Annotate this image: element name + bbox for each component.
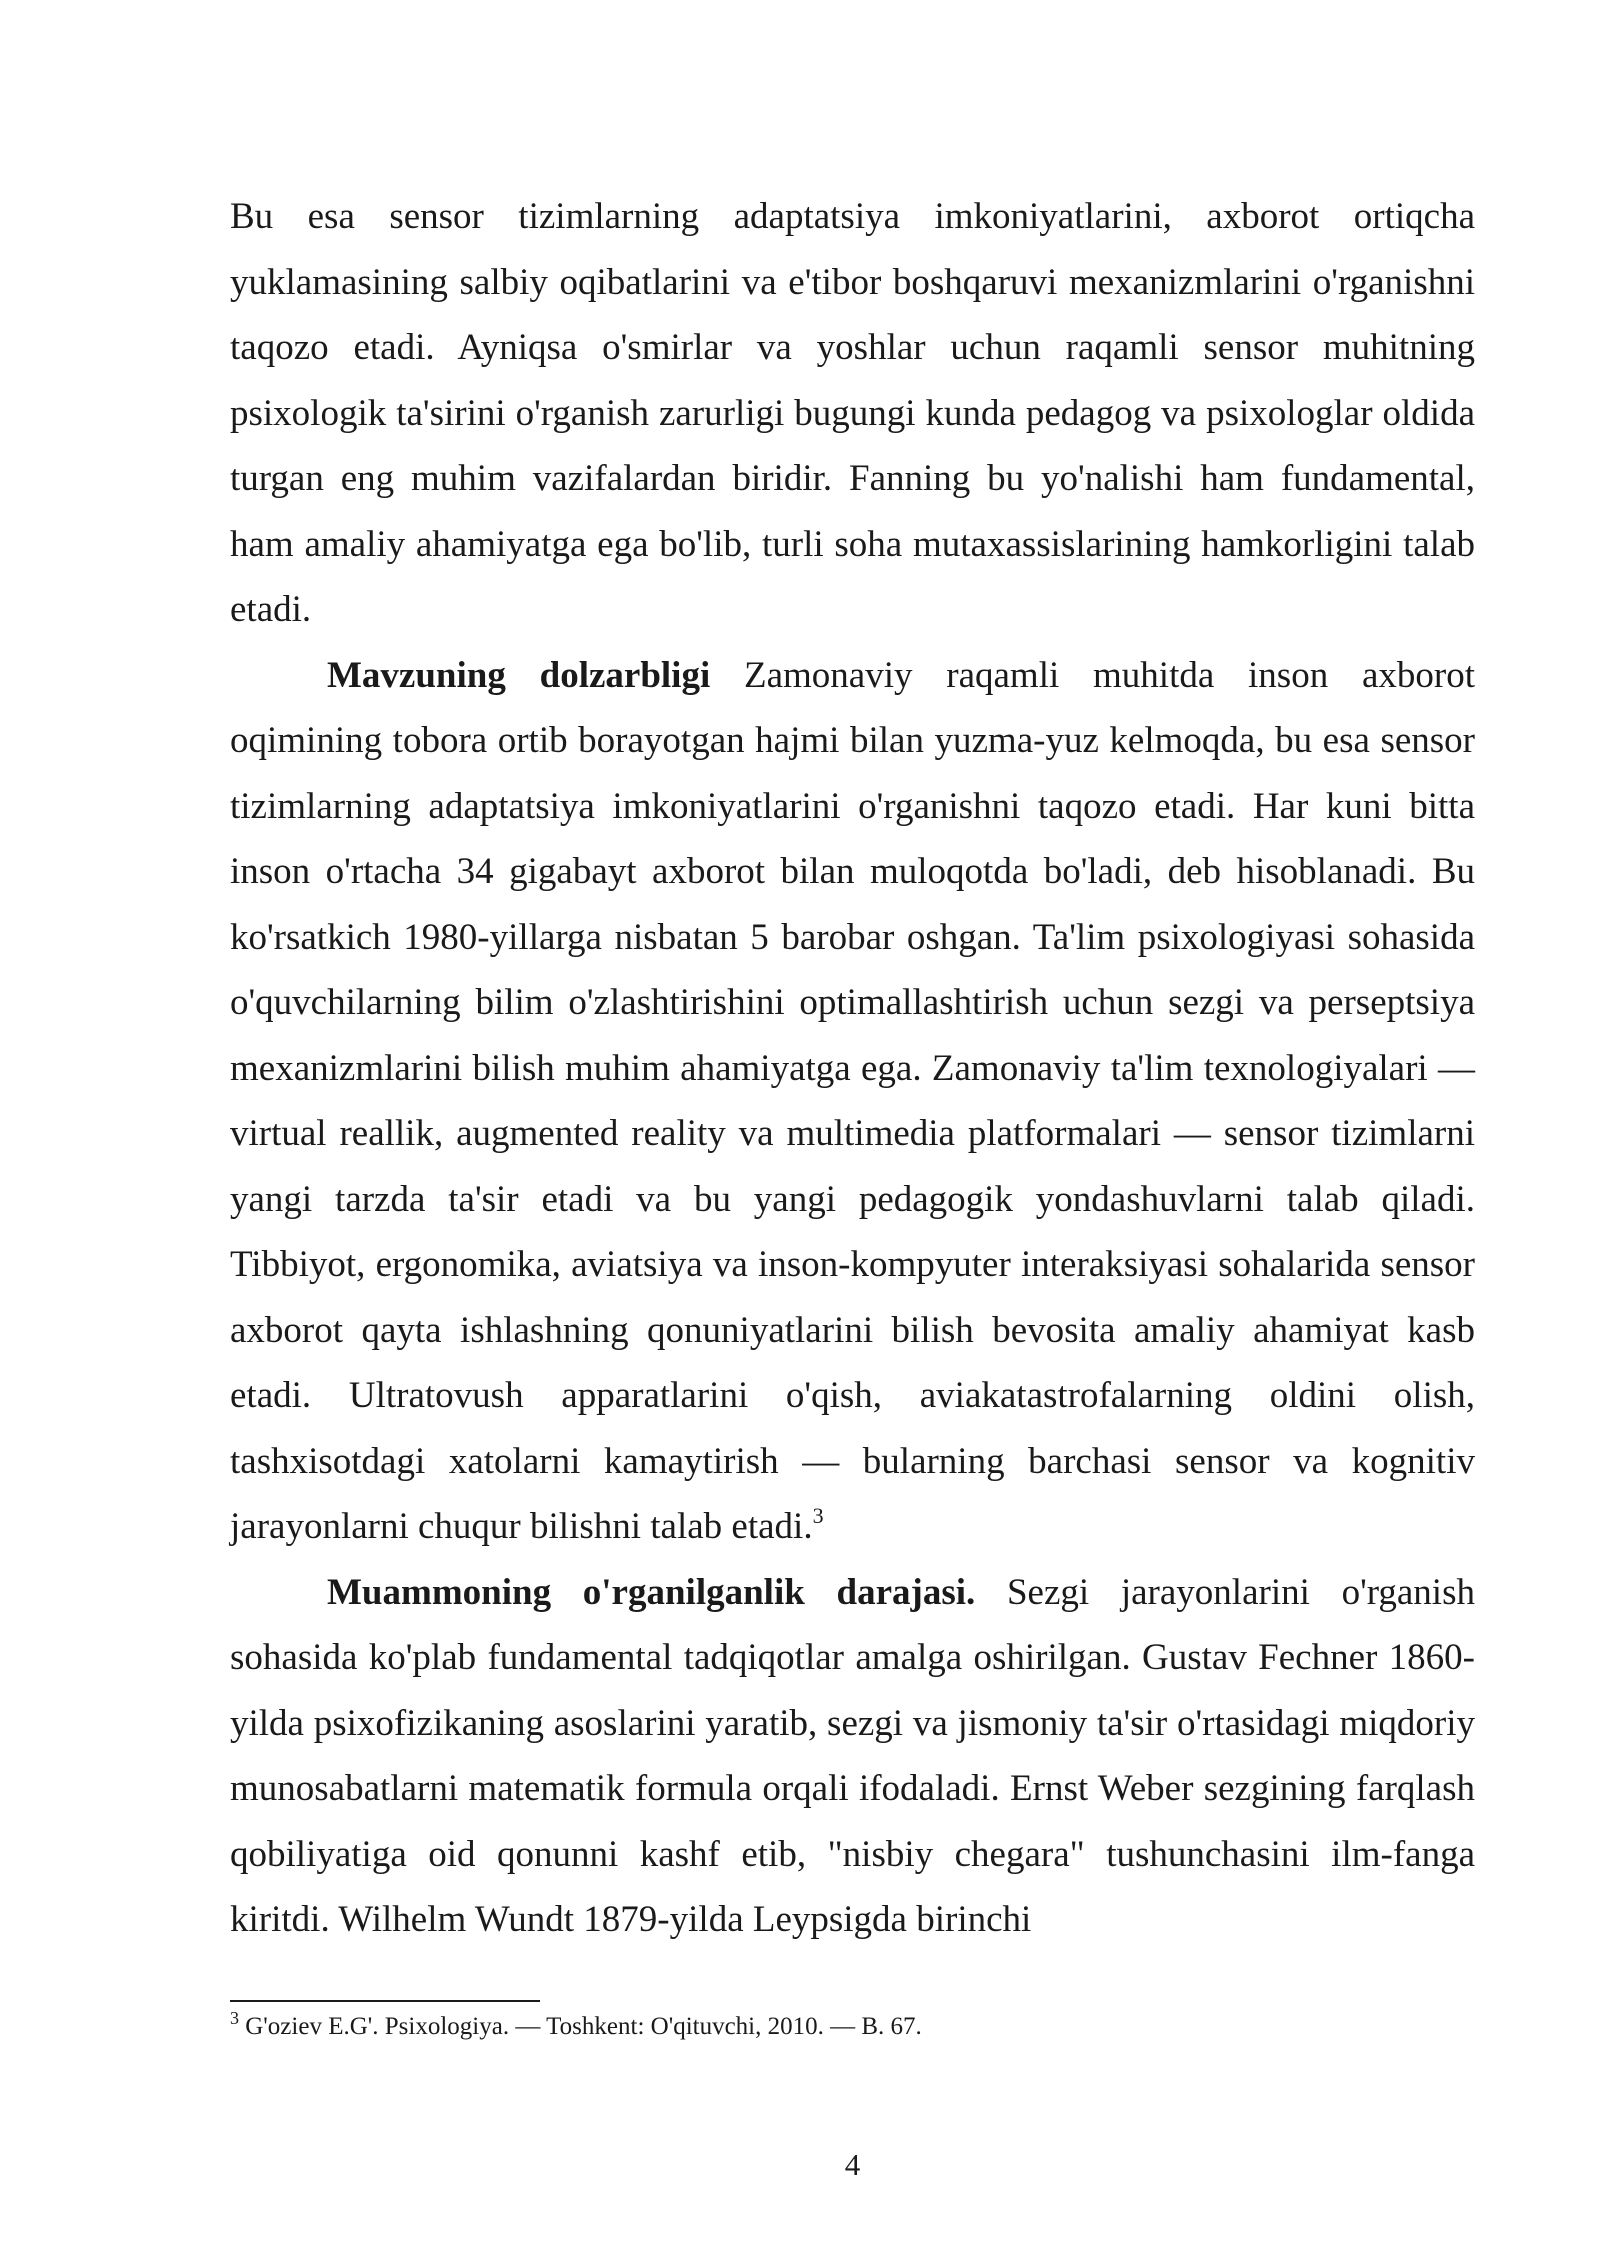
page-number: 4 <box>844 2147 861 2182</box>
research-degree-text: Sezgi jarayonlarini o'rganish sohasida ko'plab fundamental tadqiqotlar amalga oshirilgan. Gustav Fechner 1860-yilda psixofizikaning asoslarini yaratib, sezgi va jismoniy ta'sir o'rtasidagi miqdoriy munosabatlarni matematik formula orqali ifodaladi. Ernst Weber sezgining farqlash qobiliyatiga oid qonunni kashf etib, "nisbiy chegara" tushunchasini ilm-fanga kiritdi. Wilhelm Wundt 1879-yilda Leypsigda birinchi <box>230 1571 1475 1940</box>
relevance-heading: Mavzuning dolzarbligi <box>327 654 711 696</box>
paragraph-research-degree <box>230 1560 1475 1953</box>
footnote-reference[interactable]: 3 <box>812 1503 824 1528</box>
footnote-text: G'oziev E.G'. Psixologiya. — Toshkent: O'qituvchi, 2010. — B. 67. <box>239 2013 922 2040</box>
research-degree-heading: Muammoning o'rganilganlik darajasi. <box>327 1571 976 1613</box>
relevance-text: Zamonaviy raqamli muhitda inson axborot oqimining tobora ortib borayotgan hajmi bilan yuzma-yuz kelmoqda, bu esa sensor tizimlarning adaptatsiya imkoniyatlarini o'rganishni taqozo etadi. Har kuni bitta inson o'rtacha 34 gigabayt axborot bilan muloqotda bo'ladi, deb hisoblanadi. Bu ko'rsatkich 1980-yillarga nisbatan 5 barobar oshgan. Ta'lim psixologiyasi sohasida o'quvchilarning bilim o'zlashtirishini optimallashtirish uchun sezgi va perseptsiya mexanizmlarini bilish muhim ahamiyatga ega. Zamonaviy ta'lim texnologiyalari — virtual reallik, augmented reality va multimedia platformalari — sensor tizimlarni yangi tarzda ta'sir etadi va bu yangi pedagogik yondashuvlarni talab qiladi. Tibbiyot, ergonomika, aviatsiya va inson-kompyuter interaksiyasi sohalarida sensor axborot qayta ishlashning qonuniyatlarini bilish bevosita amaliy ahamiyat kasb etadi. Ultratovush apparatlarini o'qish, aviakatastrofalarning oldini olish, tashxisotdagi xatolarni kamaytirish — bularning barchasi sensor va kognitiv jarayonlarni chuqur bilishni talab etadi. <box>230 654 1475 1547</box>
footnote <box>230 2010 1475 2044</box>
paragraph-relevance <box>230 643 1475 1560</box>
footnote-number: 3 <box>230 2008 239 2028</box>
paragraph-intro <box>230 184 1475 643</box>
paragraph-intro-text: Bu esa sensor tizimlarning adaptatsiya imkoniyatlarini, axborot ortiqcha yuklamasining salbiy oqibatlarini va e'tibor boshqaruvi mexanizmlarini o'rganishni taqozo etadi. Ayniqsa o'smirlar va yoshlar uchun raqamli sensor muhitning psixologik ta'sirini o'rganish zarurligi bugungi kunda pedagog va psixologlar oldida turgan eng muhim vazifalardan biridir. Fanning bu yo'nalishi ham fundamental, ham amaliy ahamiyatga ega bo'lib, turli soha mutaxassislarining hamkorligini talab etadi. <box>230 196 1475 630</box>
body-text <box>230 184 1475 1953</box>
footnote-separator <box>230 2000 540 2002</box>
